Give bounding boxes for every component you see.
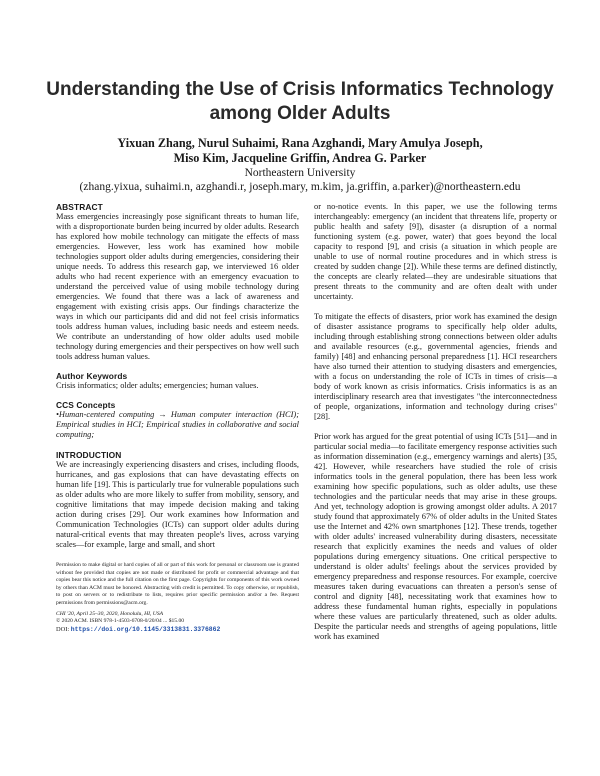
ccs-heading: CCS Concepts bbox=[56, 400, 116, 410]
title-line-1: Understanding the Use of Crisis Informatics Technology bbox=[46, 79, 554, 100]
ccs-text: •Human-centered computing → Human computer interaction (HCI); Empirical studies in HCI; Empirical studies in collaborative and social computing; bbox=[56, 410, 299, 439]
copyright-block bbox=[56, 562, 299, 634]
abstract-text: Mass emergencies increasingly pose significant threats to human life, with a disproportionate burden being incurred by older adults. Research has explored how mobile technology can mitigate the effects of mass emergencies. However, less work has examined how mobile technologies support older adults during emergencies, considering their unique needs. To address this research gap, we interviewed 16 older adults who had recent experience with an emergency evacuation to understand the perceived value of using mobile technology during emergencies. We found that there was a lack of awareness and engagement with existing crisis apps. Our findings characterize the ways in which our participants did and did not feel crisis informatics tools address human values, including basic needs and esteem needs. We contribute an understanding of how older adults used mobile technology during emergencies and their perspectives on how well such tools address human values. bbox=[56, 212, 299, 361]
left-column bbox=[56, 202, 299, 634]
venue-line: CHI '20, April 25–30, 2020, Honolulu, HI, USA bbox=[56, 610, 164, 617]
right-paragraph-2: To mitigate the effects of disasters, prior work has examined the design of disaster assistance programs to specifically help older adults, including through establishing strong connections between older adults and available resources (e.g., governmental agencies, friends and family) [48] and enhancing personal preparedness [1]. HCI researchers have also turned their attention to studying disasters and emergencies, with a focus on understanding the role of ICTs in times of crisis—a body of work known as crisis informatics. Crisis informatics is as an interdisciplinary research area that investigates "the interconnectedness of people, organizations, information and technology during crises" [28]. bbox=[314, 312, 557, 421]
author-emails: (zhang.yixua, suhaimi.n, azghandi.r, joseph.mary, m.kim, ja.griffin, a.parker)@northeastern.edu bbox=[79, 181, 521, 193]
doi-label: DOI: bbox=[56, 625, 70, 633]
permission-notice: Permission to make digital or hard copies of all or part of this work for personal or classroom use is granted without fee provided that copies are not made or distributed for profit or commercial advantage and that copies bear this notice and the full citation on the first page. Copyrights for components of this work owned by others than ACM must be honored. Abstracting with credit is permitted. To copy otherwise, or republish, to post on servers or to redistribute to lists, requires prior specific permission and/or a fee. Request permissions from permissions@acm.org. bbox=[56, 562, 299, 606]
intro-heading: INTRODUCTION bbox=[56, 450, 122, 460]
author-list bbox=[40, 136, 560, 166]
right-paragraph-3: Prior work has argued for the great potential of using ICTs [51]—and in particular social media—to facilitate emergency response activities such as information dissemination (e.g., emergency warnings and alerts) [35, 42]. However, while researchers have studied the role of crisis informatics tools in the general population, there has been less work examining how specific populations, such as older adults, use these technologies and the particular needs that may arise in these groups. And yet, technology adoption is growing amongst older adults. A 2017 study found that approximately 67% of older adults in the United States use the Internet and 42% own smartphones [12]. These trends, together with older adults' increased vulnerability during disasters, necessitate research that explicitly examines the needs and values of older populations during emergency situations. One critical perspective to understand is older adults' feelings about the services provided by emergency preparedness and response resources. For example, coercive measures taken during evacuations can threaten a person's sense of control and dignity [48], necessitating work that examines how to address these fundamental human rights, especially in populations where these values are particularly threatened, such as older adults. Despite the particular needs and strengths of ageing populations, little work has examined bbox=[314, 432, 557, 641]
keywords-text: Crisis informatics; older adults; emergencies; human values. bbox=[56, 381, 259, 390]
authors-line-2: Miso Kim, Jacqueline Griffin, Andrea G. Parker bbox=[173, 151, 427, 165]
right-column bbox=[314, 202, 557, 642]
isbn-line: © 2020 ACM. ISBN 978-1-4503-6708-0/20/04 ... $15.00 bbox=[56, 618, 185, 625]
doi-link[interactable]: https://doi.org/10.1145/3313831.3376862 bbox=[70, 625, 221, 633]
authors-line-1: Yixuan Zhang, Nurul Suhaimi, Rana Azghandi, Mary Amulya Joseph, bbox=[117, 136, 483, 150]
keywords-heading: Author Keywords bbox=[56, 371, 128, 381]
abstract-heading: ABSTRACT bbox=[56, 202, 103, 212]
doi-line bbox=[56, 626, 299, 634]
paper-title bbox=[40, 78, 560, 126]
affiliation: Northeastern University bbox=[244, 167, 356, 179]
title-line-2: among Older Adults bbox=[209, 103, 391, 124]
intro-paragraph-1: We are increasingly experiencing disasters and crises, including floods, hurricanes, and gas explosions that can have devastating effects on human life [19]. This is particularly true for vulnerable populations such as older adults who are more likely to suffer from mobility, sensory, and cognitive limitations that may impede decision making and taking action during crises [29]. Our work examines how Information and Communication Technologies (ICTs) can support older adults during natural-critical events that may threaten people's lives, across varying scales—for example, large and small, and short bbox=[56, 460, 299, 549]
right-paragraph-1: or no-notice events. In this paper, we use the following terms interchangeably: emergency (an incident that threatens life, property or public health and safety [9]), disaster (a disruption of a normal functioning system (e.g. power, water) that goes beyond the local capacity to respond [9], and crisis (a situation in which people are unable to use of normal routine procedures and in which stress is created by sudden change [2]). While these terms are defined distinctly, the concepts are clearly related—they are undesirable situations that present threats to the community and are often dealt with under uncertainty. bbox=[314, 202, 557, 301]
